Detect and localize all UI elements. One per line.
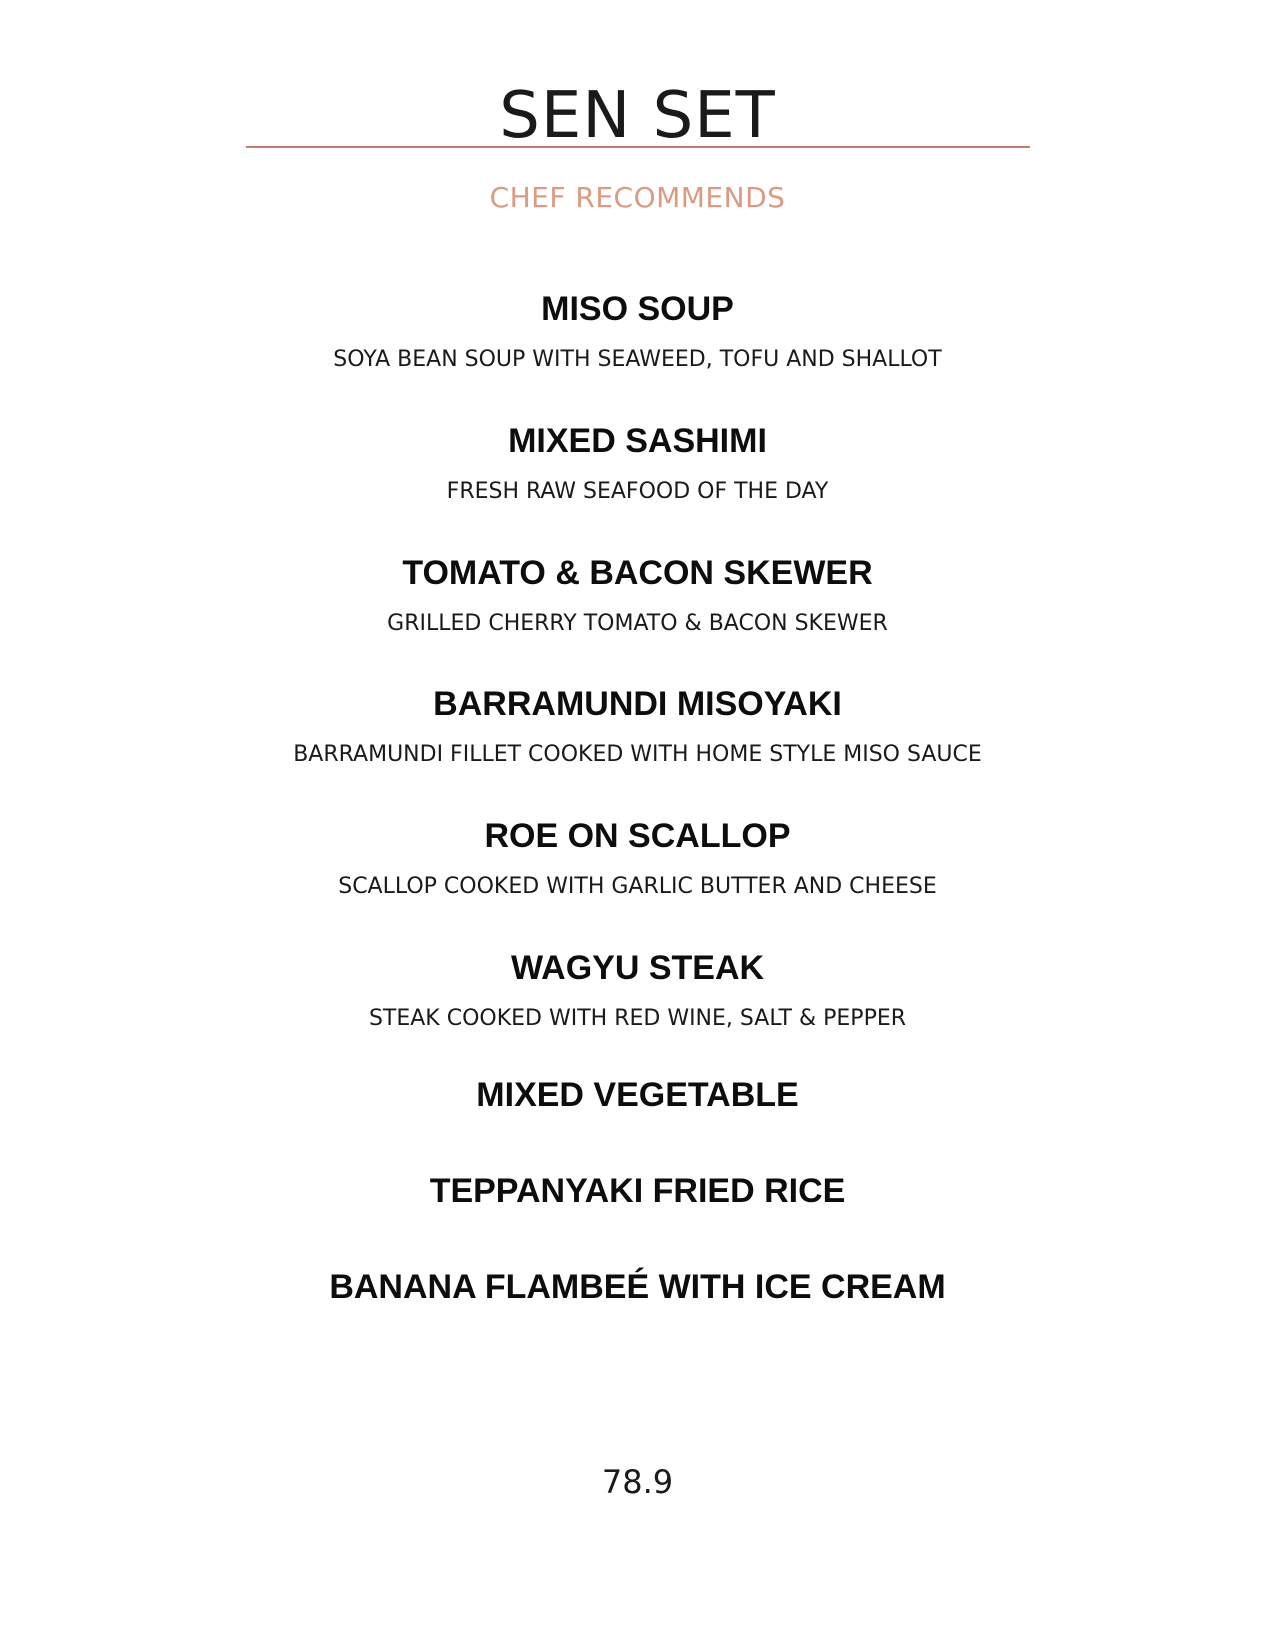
dish-name: TOMATO & BACON SKEWER bbox=[402, 554, 873, 592]
dish-name: MISO SOUP bbox=[541, 290, 734, 328]
dish-description: FRESH RAW SEAFOOD OF THE DAY bbox=[446, 479, 829, 504]
dish-name: BANANA FLAMBEÉ WITH ICE CREAM bbox=[329, 1268, 946, 1306]
dish-description: SCALLOP COOKED WITH GARLIC BUTTER AND CHEESE bbox=[338, 874, 937, 899]
dish-description: STEAK COOKED WITH RED WINE, SALT & PEPPER bbox=[368, 1006, 907, 1031]
dish-name: MIXED VEGETABLE bbox=[476, 1076, 799, 1114]
dish-name: MIXED SASHIMI bbox=[508, 422, 767, 460]
dish-description: SOYA BEAN SOUP WITH SEAWEED, TOFU AND SHALLOT bbox=[333, 347, 942, 372]
dish-name: WAGYU STEAK bbox=[510, 949, 765, 987]
dish-name: ROE ON SCALLOP bbox=[484, 817, 791, 855]
title-divider bbox=[246, 146, 1030, 148]
dish-description: GRILLED CHERRY TOMATO & BACON SKEWER bbox=[387, 611, 888, 636]
menu-subtitle: CHEF RECOMMENDS bbox=[489, 181, 786, 214]
set-price: 78.9 bbox=[601, 1463, 674, 1501]
dish-description: BARRAMUNDI FILLET COOKED WITH HOME STYLE MISO SAUCE bbox=[293, 742, 982, 767]
page-title: SEN SET bbox=[499, 79, 776, 153]
dish-name: TEPPANYAKI FRIED RICE bbox=[429, 1172, 846, 1210]
dish-name: BARRAMUNDI MISOYAKI bbox=[433, 685, 842, 723]
